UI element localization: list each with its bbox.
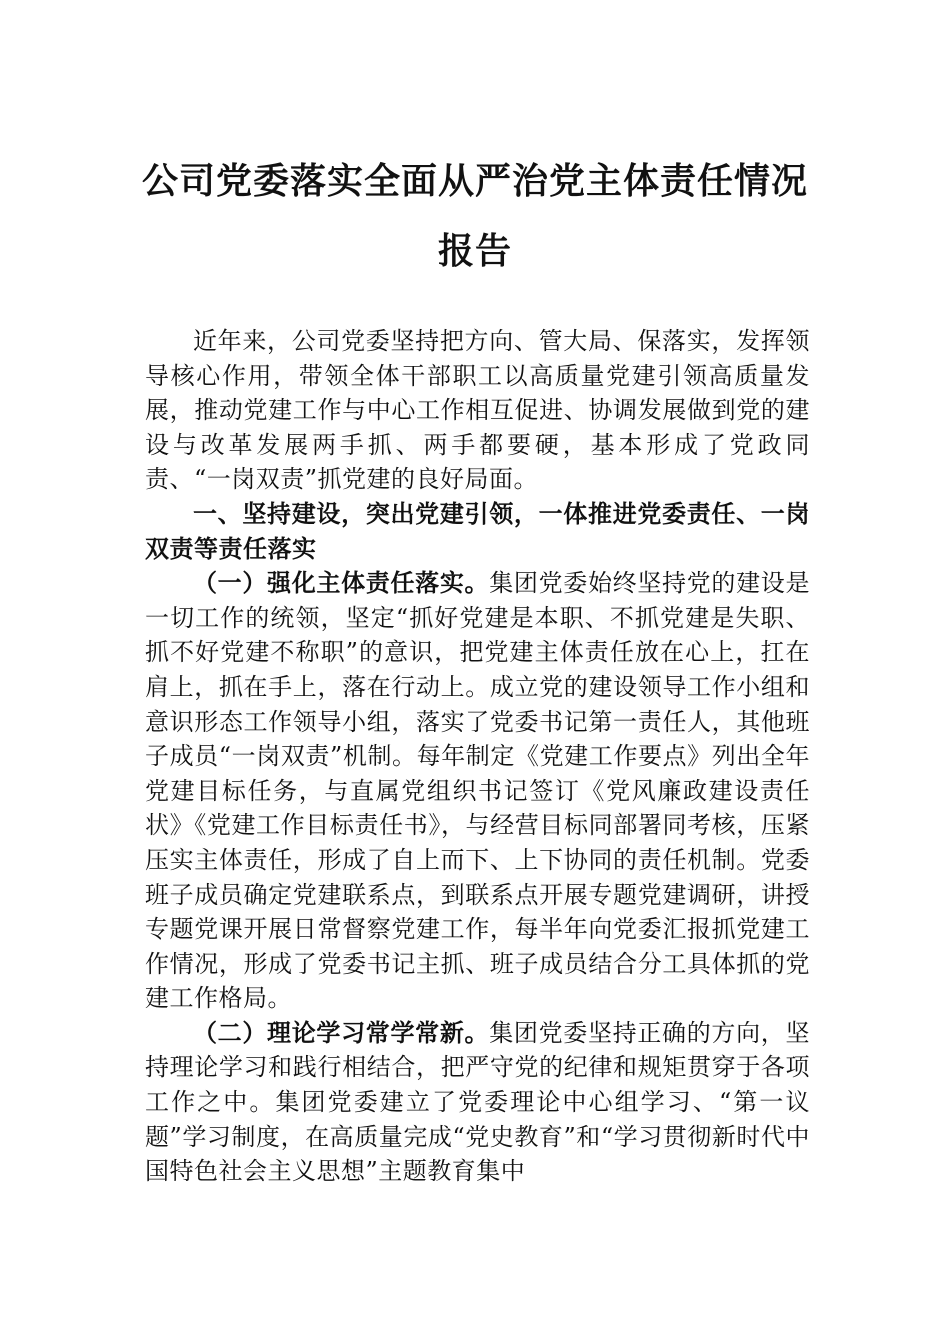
sub2-heading: （二）理论学习常学常新。 (193, 1017, 490, 1047)
document-title-line1: 公司党委落实全面从严治党主体责任情况 (141, 161, 808, 202)
sub1-text: 集团党委始终坚持党的建设是一切工作的统领，坚定“抓好党建是本职、不抓党建是失职、抓不好党建不称职”的意识，把党建主体责任放在心上，扛在肩上，抓在手上，落在行动上。成立党的建设领导工作小组和意识形态工作领导小组，落实了党委书记第一责任人，其他班子成员“一岗双责”机制。每年制定《党建工作要点》列出全年党建目标任务，与直属党组织书记签订《党风廉政建设责任状》《党建工作目标责任书》，与经营目标同部署同考核，压紧压实主体责任，形成了自上而下、上下协同的责任机制。党委班子成员确定党建联系点，到联系点开展专题党建调研，讲授专题党课开展日常督察党建工作，每半年向党委汇报抓党建工作情况，形成了党委书记主抓、班子成员结合分工具体抓的党建工作格局。 (145, 569, 810, 1013)
sub2-paragraph (145, 1016, 810, 1189)
intro-paragraph: 近年来，公司党委坚持把方向、管大局、保落实，发挥领导核心作用，带领全体干部职工以高质量党建引领高质量发展，推动党建工作与中心工作相互促进、协调发展做到党的建设与改革发展两手抓、两手都要硬，基本形成了党政同责、“一岗双责”抓党建的良好局面。 (145, 327, 810, 494)
document-body (145, 324, 810, 1189)
document-title-line2: 报告 (437, 231, 512, 272)
section1-heading: 一、坚持建设，突出党建引领，一体推进党委责任、一岗双责等责任落实 (145, 499, 810, 563)
sub2-text: 集团党委坚持正确的方向，坚持理论学习和践行相结合，把严守党的纪律和规矩贯穿于各项工作之中。集团党委建立了党委理论中心组学习、“第一议题”学习制度，在高质量完成“党史教育”和“学习贯彻新时代中国特色社会主义思想”主题教育集中 (145, 1018, 810, 1186)
sub1-paragraph (145, 566, 810, 1016)
sub1-heading: （一）强化主体责任落实。 (193, 568, 490, 598)
